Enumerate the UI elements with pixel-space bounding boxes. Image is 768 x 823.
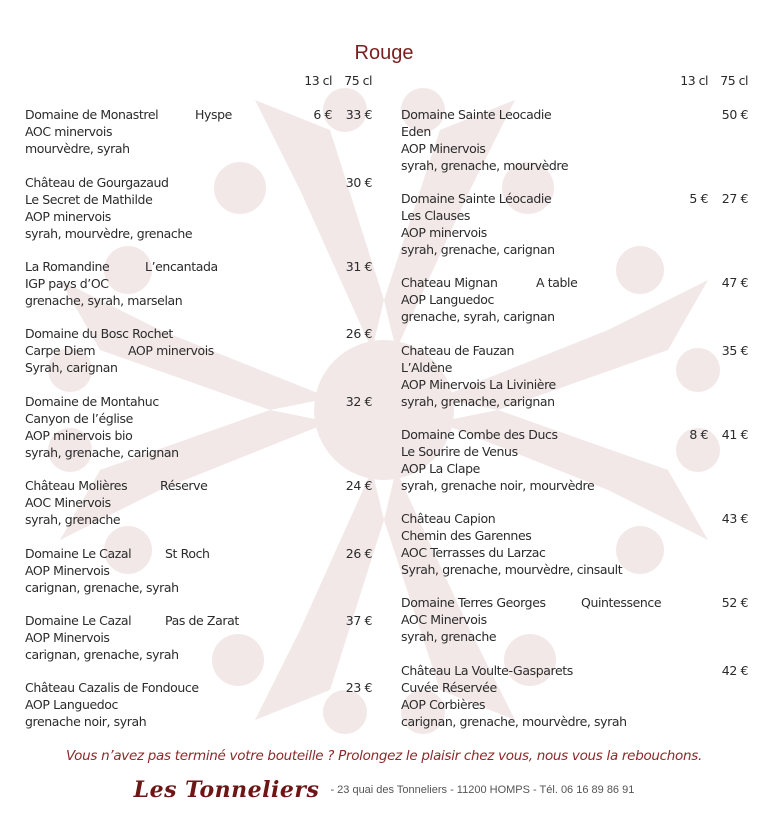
wine-producer: Domaine de Monastrel [25,107,159,122]
wine-detail: Syrah, grenache, mourvèdre, cinsault [401,562,623,577]
wine-detail: Eden [401,124,431,139]
price-75cl: 50 € [721,107,748,122]
wine-detail: AOP Languedoc [401,292,495,307]
header-13cl: 13 cl [304,73,332,88]
wine-cuvee: L’encantada [145,259,218,274]
wine-detail: carignan, grenache, syrah [25,647,179,662]
wine-detail: AOC Minervois [401,612,487,627]
wine-detail: carignan, grenache, syrah [25,580,179,595]
wine-detail: AOP La Clape [401,461,480,476]
section-title: Rouge [354,42,414,64]
wine-producer: Chateau Mignan [401,275,498,290]
wine-producer: Domaine de Montahuc [25,394,159,409]
price-13cl: 6 € [313,107,332,122]
wine-detail: AOP Corbières [401,697,486,712]
wine-producer: Château Molières [25,478,128,493]
price-75cl: 42 € [721,663,748,678]
price-75cl: 37 € [345,613,372,628]
price-75cl: 27 € [721,191,748,206]
wine-detail: Chemin des Garennes [401,528,532,543]
wine-entry [401,342,748,410]
price-75cl: 47 € [721,275,748,290]
wine-entry [401,106,748,174]
wine-detail: syrah, grenache, mourvèdre [401,158,569,173]
wine-detail: syrah, grenache [25,512,121,527]
wine-detail: mourvèdre, syrah [25,141,130,156]
price-75cl: 23 € [345,680,372,695]
wine-detail: AOC Terrasses du Larzac [401,545,546,560]
wine-producer: Domaine Combe des Ducs [401,427,558,442]
wine-detail: AOP Minervois [25,630,110,645]
wine-cuvee: Réserve [160,478,208,493]
price-75cl: 30 € [345,175,372,190]
wine-entry [25,393,372,461]
price-75cl: 31 € [345,259,372,274]
wine-detail: Les Clauses [401,208,471,223]
wine-detail: IGP pays d’OC [25,276,109,291]
wine-producer: Domaine Le Cazal [25,613,132,628]
price-75cl: 52 € [721,595,748,610]
price-75cl: 24 € [345,478,372,493]
price-75cl: 43 € [721,511,748,526]
header-13cl: 13 cl [680,73,708,88]
wine-producer: Château de Gourgazaud [25,175,169,190]
wine-detail: syrah, grenache [401,629,497,644]
wine-entry [401,594,748,645]
wine-producer: Domaine du Bosc Rochet [25,326,173,341]
wine-producer: Domaine Le Cazal [25,546,132,561]
wine-producer: Chateau de Fauzan [401,343,515,358]
wine-entry [25,612,372,663]
wine-entry [25,258,372,309]
wine-entry [401,190,748,258]
wine-detail: grenache noir, syrah [25,714,147,729]
wine-producer: Château Capion [401,511,496,526]
wine-detail: carignan, grenache, mourvèdre, syrah [401,714,627,729]
wine-entry [25,174,372,242]
footer-address: - 23 quai des Tonneliers - 11200 HOMPS - Tél. 06 16 89 86 91 [330,784,635,796]
wine-detail: AOP minervois [401,225,487,240]
wine-entry [25,477,372,528]
wine-cuvee: A table [536,275,578,290]
price-75cl: 35 € [721,343,748,358]
wine-detail: AOP Languedoc [25,697,119,712]
wine-detail: syrah, mourvèdre, grenache [25,226,193,241]
wine-entry [401,274,748,325]
wine-detail: AOC Minervois [25,495,111,510]
logo: Les Tonneliers [133,777,320,803]
wine-detail: grenache, syrah, marselan [25,293,183,308]
wine-cuvee: Quintessence [581,595,662,610]
wine-cuvee: Hyspe [195,107,232,122]
wine-detail: AOP minervois [25,209,111,224]
wine-entry [25,545,372,596]
wine-detail: AOP minervois bio [25,428,133,443]
wine-entry [401,662,748,730]
wine-producer: Château La Voulte-Gasparets [401,663,573,678]
wine-detail: syrah, grenache, carignan [25,445,179,460]
footer-note: Vous n’avez pas terminé votre bouteille ? Prolongez le plaisir chez vous, nous vous la rebouchons. [66,748,702,764]
footer [0,777,768,803]
price-75cl: 26 € [345,546,372,561]
price-13cl: 5 € [689,191,708,206]
wine-producer: La Romandine [25,259,110,274]
price-75cl: 32 € [345,394,372,409]
wine-detail: Carpe Diem [25,343,96,358]
wine-appellation: AOP minervois [128,343,214,358]
wine-cuvee: Pas de Zarat [165,613,239,628]
wine-detail: L’Aldène [401,360,452,375]
header-75cl: 75 cl [720,73,748,88]
wine-producer: Domaine Sainte Leocadie [401,107,552,122]
wine-entry [401,426,748,494]
wine-entry [25,106,372,157]
wine-detail: Le Secret de Mathilde [25,192,153,207]
wine-producer: Château Cazalis de Fondouce [25,680,199,695]
wine-detail: Cuvée Réservée [401,680,497,695]
header-75cl: 75 cl [344,73,372,88]
wine-producer: Domaine Sainte Léocadie [401,191,552,206]
wine-detail: grenache, syrah, carignan [401,309,555,324]
wine-detail: syrah, grenache, carignan [401,394,555,409]
wine-detail: AOP Minervois [401,141,486,156]
wine-detail: Canyon de l’église [25,411,133,426]
wine-detail: syrah, grenache, carignan [401,242,555,257]
price-75cl: 33 € [345,107,372,122]
wine-entry [401,510,748,578]
wine-entry [25,679,372,730]
price-75cl: 41 € [721,427,748,442]
wine-detail: AOC minervois [25,124,113,139]
wine-producer: Domaine Terres Georges [401,595,546,610]
wine-detail: Le Sourire de Venus [401,444,518,459]
wine-detail: AOP Minervois La Livinière [401,377,556,392]
wine-detail: Syrah, carignan [25,360,118,375]
wine-cuvee: St Roch [165,546,210,561]
wine-detail: syrah, grenache noir, mourvèdre [401,478,595,493]
price-13cl: 8 € [689,427,708,442]
wine-entry [25,325,372,376]
wine-detail: AOP Minervois [25,563,110,578]
price-75cl: 26 € [345,326,372,341]
